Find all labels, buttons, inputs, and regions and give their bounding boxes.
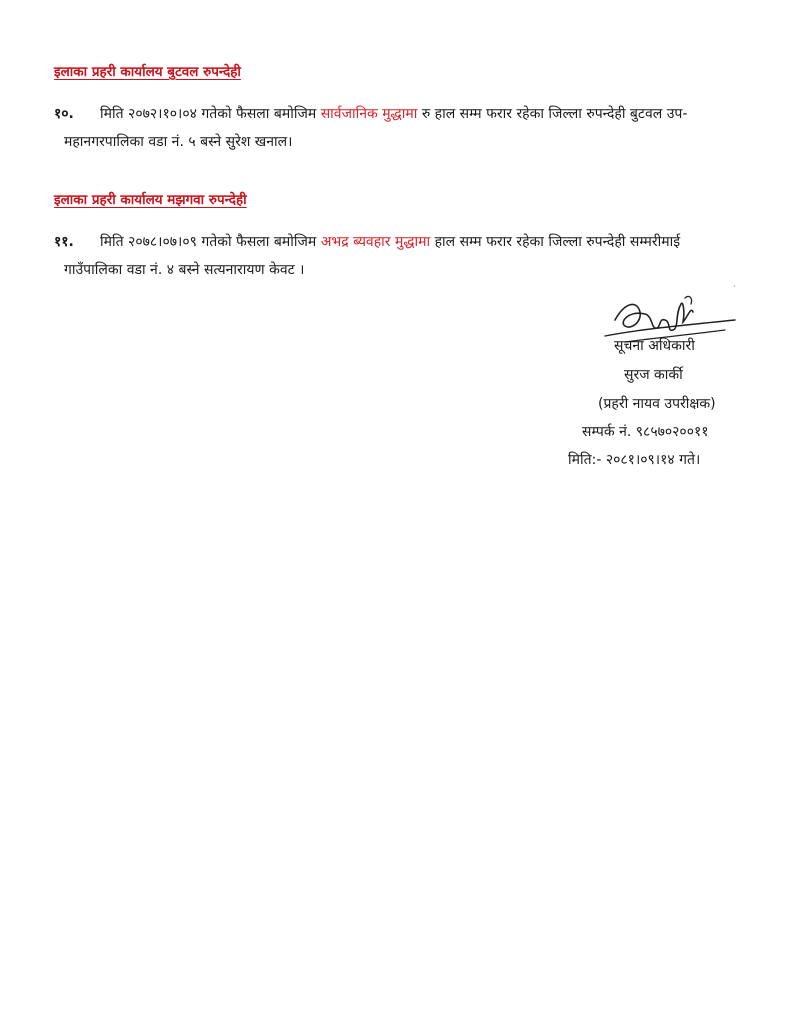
signatory-rank: (प्रहरी नायव उपरीक्षक) — [598, 396, 716, 412]
contact-number: सम्पर्क नं. ९८५७०२००११ — [582, 424, 709, 440]
item-line-2: गाउँपालिका वडा नं. ४ बस्ने सत्यनारायण केवट । — [64, 262, 305, 278]
list-item-10 — [54, 100, 764, 156]
item-number: ११. — [54, 234, 74, 250]
signatory-title: सूचना अधिकारी — [614, 338, 695, 354]
section-heading-butwal: इलाका प्रहरी कार्यालय बुटवल रुपन्देही — [54, 64, 241, 80]
list-item-11 — [54, 228, 764, 284]
item-line-2: महानगरपालिका वडा नं. ५ बस्ने सुरेश खनाल। — [64, 134, 293, 150]
crime-type: अभद्र ब्यवहार मुद्धामा — [320, 234, 431, 250]
item-number: १०. — [54, 106, 74, 122]
issue-date: मिति:- २०८१।०९।१४ गते। — [568, 452, 701, 468]
item-text-end: रु हाल सम्म फरार रहेका जिल्ला रुपन्देही बुटवल उप- — [417, 106, 688, 122]
item-line-1 — [54, 100, 764, 128]
item-text-start: मिति २०७८।०७।०९ गतेको फैसला बमोजिम — [100, 234, 321, 250]
item-text-start: मिति २०७२।१०।०४ गतेको फैसला बमोजिम — [100, 106, 321, 122]
item-line-1 — [54, 228, 764, 256]
signatory-name: सुरज कार्की — [624, 367, 683, 383]
section-heading-majhgawa: इलाका प्रहरी कार्यालय मझगवा रुपन्देही — [54, 192, 247, 208]
crime-type: सार्वजानिक मुद्धामा — [320, 106, 418, 122]
item-text-end: हाल सम्म फरार रहेका जिल्ला रुपन्देही सम्मरीमाई — [430, 234, 681, 250]
stray-mark: · — [733, 282, 736, 291]
